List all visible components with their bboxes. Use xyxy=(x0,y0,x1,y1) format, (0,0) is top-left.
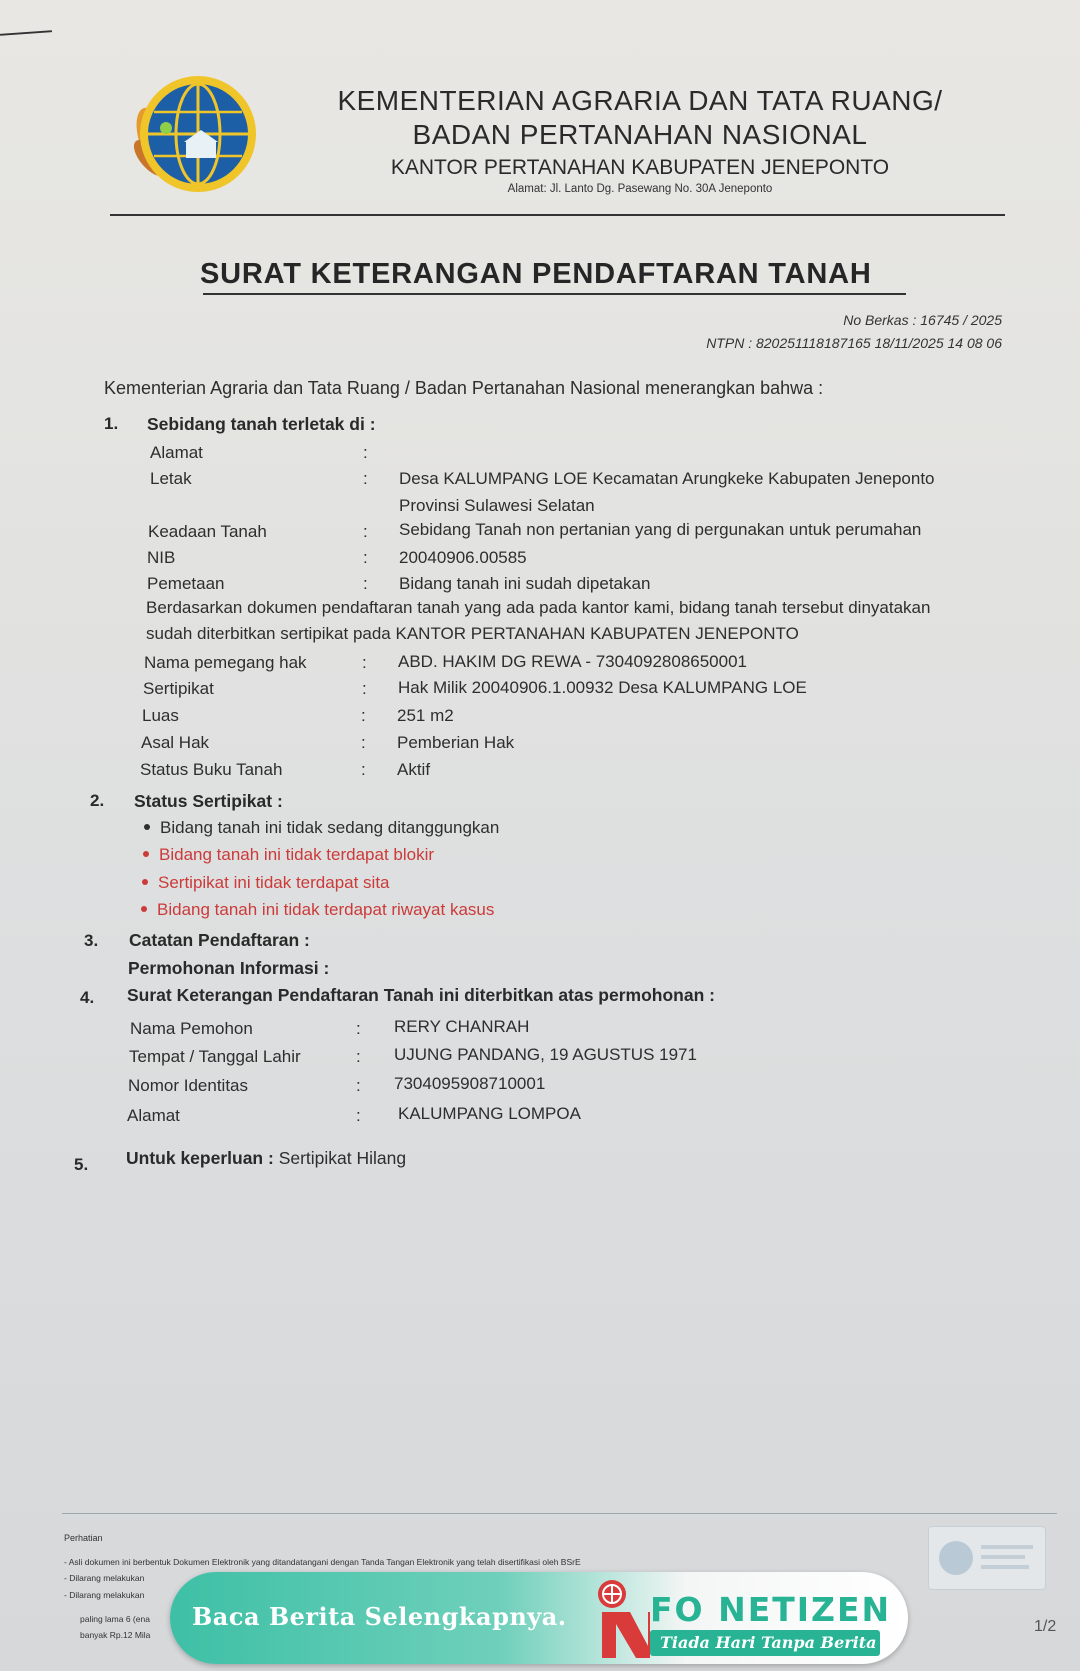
value-nama-pemohon: RERY CHANRAH xyxy=(394,1017,530,1036)
brand-name: FO NETIZEN xyxy=(650,1590,892,1629)
label-letak: Letak xyxy=(150,469,192,488)
value-alamat-pemohon: KALUMPANG LOMPOA xyxy=(398,1104,581,1123)
letterhead xyxy=(300,84,980,196)
value-nib: 20040906.00585 xyxy=(399,548,527,567)
section2-heading: Status Sertipikat : xyxy=(134,791,283,811)
ministry-line2: BADAN PERTANAHAN NASIONAL xyxy=(412,119,868,150)
colon: : xyxy=(363,548,368,567)
section1-heading: Sebidang tanah terletak di : xyxy=(147,414,376,434)
perhatian-label: Perhatian xyxy=(64,1533,103,1543)
value-pemetaan: Bidang tanah ini sudah dipetakan xyxy=(399,574,651,593)
label-keadaan-tanah: Keadaan Tanah xyxy=(148,522,267,541)
section5-line xyxy=(126,1148,406,1169)
footer-note: - Dilarang melakukan xyxy=(64,1573,145,1583)
header-divider xyxy=(110,214,1005,216)
label-luas: Luas xyxy=(142,706,179,725)
value-luas: 251 m2 xyxy=(397,706,454,725)
label-nama-pemegang-hak: Nama pemegang hak xyxy=(144,653,307,672)
colon: : xyxy=(361,733,366,752)
label-alamat-pemohon: Alamat xyxy=(127,1106,180,1125)
brand-tagline: Tiada Hari Tanpa Berita xyxy=(660,1633,877,1652)
colon: : xyxy=(356,1047,361,1066)
bullet-dot-icon xyxy=(141,906,147,912)
bsre-seal-icon xyxy=(928,1526,1046,1590)
section5-heading: Untuk keperluan : xyxy=(126,1148,274,1168)
label-nomor-identitas: Nomor Identitas xyxy=(128,1076,248,1095)
label-status-buku-tanah: Status Buku Tanah xyxy=(140,760,283,779)
colon: : xyxy=(362,653,367,672)
bpn-logo-icon xyxy=(118,72,278,202)
ntpn: NTPN : 820251118187165 18/11/2025 14 08 06 xyxy=(706,335,1002,351)
label-nib: NIB xyxy=(147,548,176,567)
read-more-text[interactable]: Baca Berita Selengkapnya. xyxy=(192,1602,567,1631)
no-berkas: No Berkas : 16745 / 2025 xyxy=(843,312,1002,328)
footer-note: paling lama 6 (ena xyxy=(80,1614,150,1624)
value-status-buku-tanah: Aktif xyxy=(397,760,431,779)
value-nama-pemegang-hak: ABD. HAKIM DG REWA - 7304092808650001 xyxy=(398,652,747,671)
value-keadaan-tanah: Sebidang Tanah non pertanian yang di pergunakan untuk perumahan xyxy=(399,520,922,539)
bullet-dot-icon xyxy=(143,851,149,857)
value-asal-hak: Pemberian Hak xyxy=(397,733,515,752)
registration-paragraph-line2: sudah diterbitkan sertipikat pada KANTOR PERTANAHAN KABUPATEN JENEPONTO xyxy=(146,624,799,643)
value-letak: Desa KALUMPANG LOE Kecamatan Arungkeke Kabupaten Jeneponto xyxy=(399,469,935,488)
bullet-dot-icon xyxy=(142,879,148,885)
title-underline xyxy=(203,293,906,295)
section5-number: 5. xyxy=(74,1155,89,1174)
section4-number: 4. xyxy=(80,988,95,1007)
colon: : xyxy=(363,522,368,541)
footer-note: banyak Rp.12 Mila xyxy=(80,1630,151,1640)
colon: : xyxy=(356,1019,361,1038)
colon: : xyxy=(356,1106,361,1125)
brand-tagline-box xyxy=(650,1630,880,1656)
colon: : xyxy=(363,469,368,488)
colon: : xyxy=(363,574,368,593)
label-nama-pemohon: Nama Pemohon xyxy=(130,1019,253,1038)
office-address: Alamat: Jl. Lanto Dg. Pasewang No. 30A Jeneponto xyxy=(507,183,773,195)
footer-divider xyxy=(62,1513,1057,1514)
bullet-item: Bidang tanah ini tidak terdapat blokir xyxy=(143,845,434,865)
section3-heading: Catatan Pendaftaran : xyxy=(129,930,310,950)
office-name: KANTOR PERTANAHAN KABUPATEN JENEPONTO xyxy=(390,156,890,179)
value-nomor-identitas: 7304095908710001 xyxy=(394,1074,546,1093)
ministry-line1: KEMENTERIAN AGRARIA DAN TATA RUANG/ xyxy=(337,85,943,116)
footer-note: - Asli dokumen ini berbentuk Dokumen Elektronik yang ditandatangani dengan Tanda Tangan Elektronik yang telah disertifikasi oleh BSrE xyxy=(64,1557,581,1567)
label-asal-hak: Asal Hak xyxy=(141,733,210,752)
section4-heading: Surat Keterangan Pendaftaran Tanah ini diterbitkan atas permohonan : xyxy=(127,985,715,1005)
value-letak-line2: Provinsi Sulawesi Selatan xyxy=(399,496,595,515)
registration-paragraph-line1: Berdasarkan dokumen pendaftaran tanah yang ada pada kantor kami, bidang tanah tersebut dinyatakan xyxy=(146,598,931,617)
section3-sub: Permohonan Informasi : xyxy=(128,958,330,978)
label-sertipikat: Sertipikat xyxy=(143,679,214,698)
page-number: 1/2 xyxy=(1034,1618,1057,1635)
label-alamat: Alamat xyxy=(150,443,203,462)
bullet-item: Bidang tanah ini tidak sedang ditanggungkan xyxy=(144,818,499,838)
intro-text: Kementerian Agraria dan Tata Ruang / Badan Pertanahan Nasional menerangkan bahwa : xyxy=(104,378,824,398)
pen-mark xyxy=(0,30,52,36)
label-pemetaan: Pemetaan xyxy=(147,574,225,593)
label-tempat-tanggal-lahir: Tempat / Tanggal Lahir xyxy=(129,1047,301,1066)
section1-number: 1. xyxy=(104,414,119,433)
bullet-item: Bidang tanah ini tidak terdapat riwayat kasus xyxy=(141,900,494,920)
section3-number: 3. xyxy=(84,931,99,950)
colon: : xyxy=(361,706,366,725)
colon: : xyxy=(361,760,366,779)
footer-note: - Dilarang melakukan xyxy=(64,1590,145,1600)
value-sertipikat: Hak Milik 20040906.1.00932 Desa KALUMPANG LOE xyxy=(398,678,807,697)
read-more-banner[interactable] xyxy=(170,1572,908,1664)
section2-number: 2. xyxy=(90,791,105,810)
colon: : xyxy=(356,1076,361,1095)
info-netizen-logo-icon xyxy=(590,1576,650,1662)
colon: : xyxy=(362,679,367,698)
document-title: SURAT KETERANGAN PENDAFTARAN TANAH xyxy=(200,258,872,290)
bullet-dot-icon xyxy=(144,824,150,830)
bullet-item: Sertipikat ini tidak terdapat sita xyxy=(142,873,390,893)
value-tempat-tanggal-lahir: UJUNG PANDANG, 19 AGUSTUS 1971 xyxy=(394,1045,697,1064)
section5-value: Sertipikat Hilang xyxy=(278,1148,407,1168)
colon: : xyxy=(363,443,368,462)
